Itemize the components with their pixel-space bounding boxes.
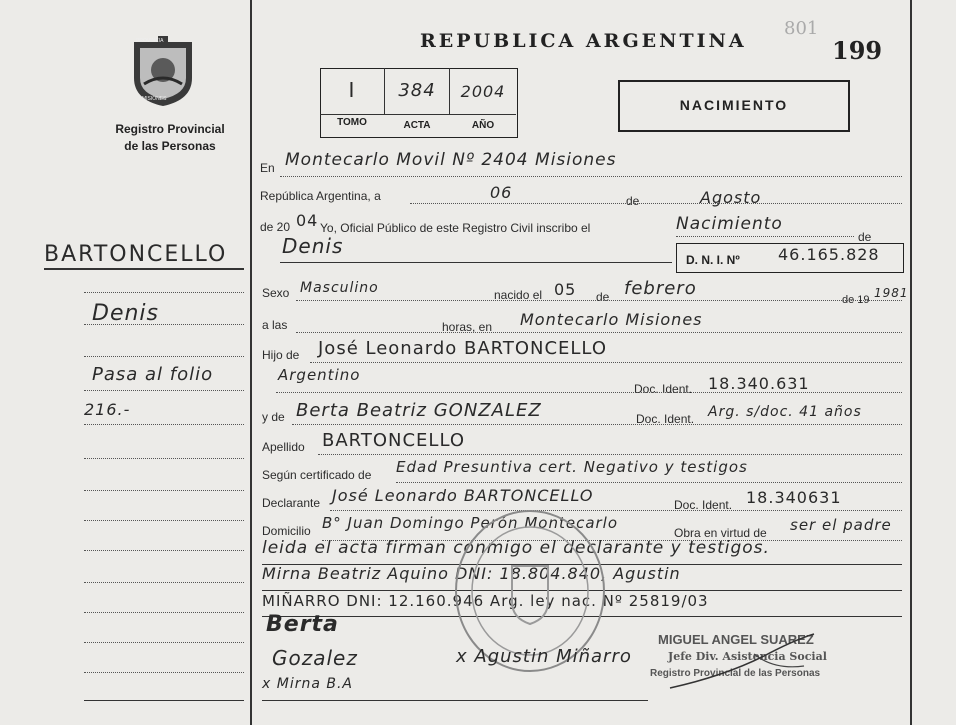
apellido-label: Apellido	[262, 440, 305, 454]
oficial-text: Yo, Oficial Público de este Registro Civil inscribo el	[320, 221, 591, 235]
signature-3: x Mirna B.A	[262, 676, 353, 692]
margin-dotted-line	[84, 458, 244, 459]
yde-label: y de	[262, 410, 285, 424]
dotted-line	[330, 510, 902, 511]
dotted-line	[280, 176, 902, 177]
de-label2: de	[858, 230, 872, 244]
margin-dotted-line	[84, 356, 244, 357]
obra-label: Obra en virtud de	[674, 526, 767, 540]
seal-bottom-text: MISIONES	[142, 96, 167, 102]
acta-label: ACTA	[403, 120, 431, 131]
margin-dotted-line	[84, 292, 244, 293]
month-value: Agosto	[700, 188, 762, 207]
stamp-number: 801	[784, 18, 819, 39]
closing-line3: MIÑARRO DNI: 12.160.946 Arg. ley nac. Nº 25819/03	[262, 592, 709, 610]
en-value: Montecarlo Movil Nº 2404 Misiones	[285, 150, 617, 170]
acta-cell	[385, 68, 450, 115]
certificado-value: Edad Presuntiva cert. Negativo y testigos	[396, 458, 748, 476]
alas-label: a las	[262, 318, 288, 332]
margin-dotted-line	[84, 672, 244, 673]
dotted-line	[310, 362, 902, 363]
birth-month-value: febrero	[624, 278, 697, 299]
declarante-doc-value: 18.340631	[746, 488, 842, 507]
hijo-label: Hijo de	[262, 348, 300, 362]
margin-dotted-line	[84, 520, 244, 521]
republica-label: República Argentina, a	[260, 189, 381, 203]
dotted-line	[318, 454, 902, 455]
margin-dotted-line	[84, 490, 244, 491]
dotted-line	[276, 392, 902, 393]
mother-doc-value: Arg. s/doc. 41 años	[708, 404, 862, 420]
day-value: 06	[490, 183, 513, 202]
ano-label: AÑO	[471, 120, 495, 131]
dotted-line	[396, 482, 902, 483]
nacido-label: nacido el	[494, 288, 543, 302]
father-doc-value: 18.340.631	[708, 374, 810, 393]
domicilio-value: B° Juan Domingo Perón Montecarlo	[322, 514, 619, 532]
ano-cell	[450, 68, 516, 115]
registry-name-line1: Registro Provincial	[115, 122, 225, 136]
ano-value: 2004	[460, 82, 506, 101]
dotted-line	[410, 203, 902, 204]
dni-label: D. N. I. Nº	[686, 253, 740, 267]
domicilio-label: Domicilio	[262, 524, 311, 538]
father-nationality-value: Argentino	[278, 366, 361, 384]
dotted-line	[296, 300, 902, 301]
right-border	[910, 0, 912, 725]
father-value: José Leonardo BARTONCELLO	[318, 338, 607, 359]
dotted-line	[676, 236, 854, 237]
margin-given-name: Denis	[92, 301, 159, 326]
declarante-doc-label: Doc. Ident.	[674, 498, 733, 512]
father-doc-label: Doc. Ident.	[634, 382, 693, 396]
country-title: REPUBLICA ARGENTINA	[420, 30, 747, 52]
year-prefix: de 20	[260, 220, 291, 234]
folio-number: 199	[832, 36, 883, 65]
margin-dotted-line	[84, 582, 244, 583]
sexo-label: Sexo	[262, 286, 290, 300]
margin-dotted-line	[84, 642, 244, 643]
official-name: MIGUEL ANGEL SUAREZ	[658, 632, 814, 647]
registry-name-line2: de las Personas	[124, 139, 216, 153]
margin-note-line2: 216.-	[84, 400, 131, 419]
margin-note-line1: Pasa al folio	[92, 364, 214, 385]
signature-1: Berta	[266, 612, 339, 637]
margin-surname: BARTONCELLO	[44, 242, 228, 267]
record-type-box	[618, 80, 850, 132]
closing-line1: leida el acta firman conmigo el declarante y testigos.	[262, 538, 770, 558]
acta-value: 384	[398, 80, 436, 101]
sexo-value: Masculino	[300, 280, 379, 296]
dni-value: 46.165.828	[778, 245, 880, 264]
apellido-value: BARTONCELLO	[322, 430, 466, 451]
birth-year-value: 1981	[874, 286, 909, 300]
margin-dotted-line	[84, 390, 244, 391]
signature-rule	[262, 700, 648, 701]
name-line	[280, 262, 672, 263]
signature-4: x Agustin Miñarro	[456, 646, 632, 667]
tomo-label: TOMO	[337, 117, 367, 128]
record-type: NACIMIENTO	[679, 97, 789, 113]
signature-2: Gozalez	[272, 646, 358, 670]
year-value: 04	[296, 211, 319, 230]
tomo-value: I	[348, 78, 356, 102]
dotted-line	[292, 424, 902, 425]
obra-value: ser el padre	[790, 516, 892, 534]
margin-rule	[44, 268, 244, 270]
mother-doc-label: Doc. Ident.	[636, 412, 695, 426]
margin-dotted-line	[84, 424, 244, 425]
certificado-label: Según certificado de	[262, 468, 372, 482]
child-name-value: Denis	[282, 234, 344, 258]
seal-top-text: PROVINCIA	[136, 38, 164, 44]
birth-year-prefix: de 19	[842, 294, 870, 306]
margin-dotted-line	[84, 324, 244, 325]
margin-bottom-line	[84, 700, 244, 701]
declarante-value: José Leonardo BARTONCELLO	[332, 486, 594, 505]
dotted-line	[296, 332, 902, 333]
birth-place-value: Montecarlo Misiones	[520, 310, 703, 329]
margin-dotted-line	[84, 550, 244, 551]
en-label: En	[260, 161, 275, 175]
tomo-cell	[320, 68, 385, 115]
official-office: Registro Provincial de las Personas	[650, 668, 821, 679]
margin-divider	[250, 0, 252, 725]
inscribo-value: Nacimiento	[676, 214, 783, 234]
margin-dotted-line	[84, 612, 244, 613]
official-signature-icon	[664, 626, 834, 696]
de-label3: de	[596, 290, 610, 304]
de-label: de	[626, 194, 640, 208]
horas-label: horas, en	[442, 320, 493, 334]
declarante-label: Declarante	[262, 496, 321, 510]
official-title: Jefe Div. Asistencia Social	[668, 650, 827, 663]
mother-value: Berta Beatriz GONZALEZ	[296, 400, 542, 421]
closing-line2: Mirna Beatriz Aquino DNI: 18.804.840, Agustin	[262, 564, 681, 583]
birth-day-value: 05	[554, 280, 577, 299]
